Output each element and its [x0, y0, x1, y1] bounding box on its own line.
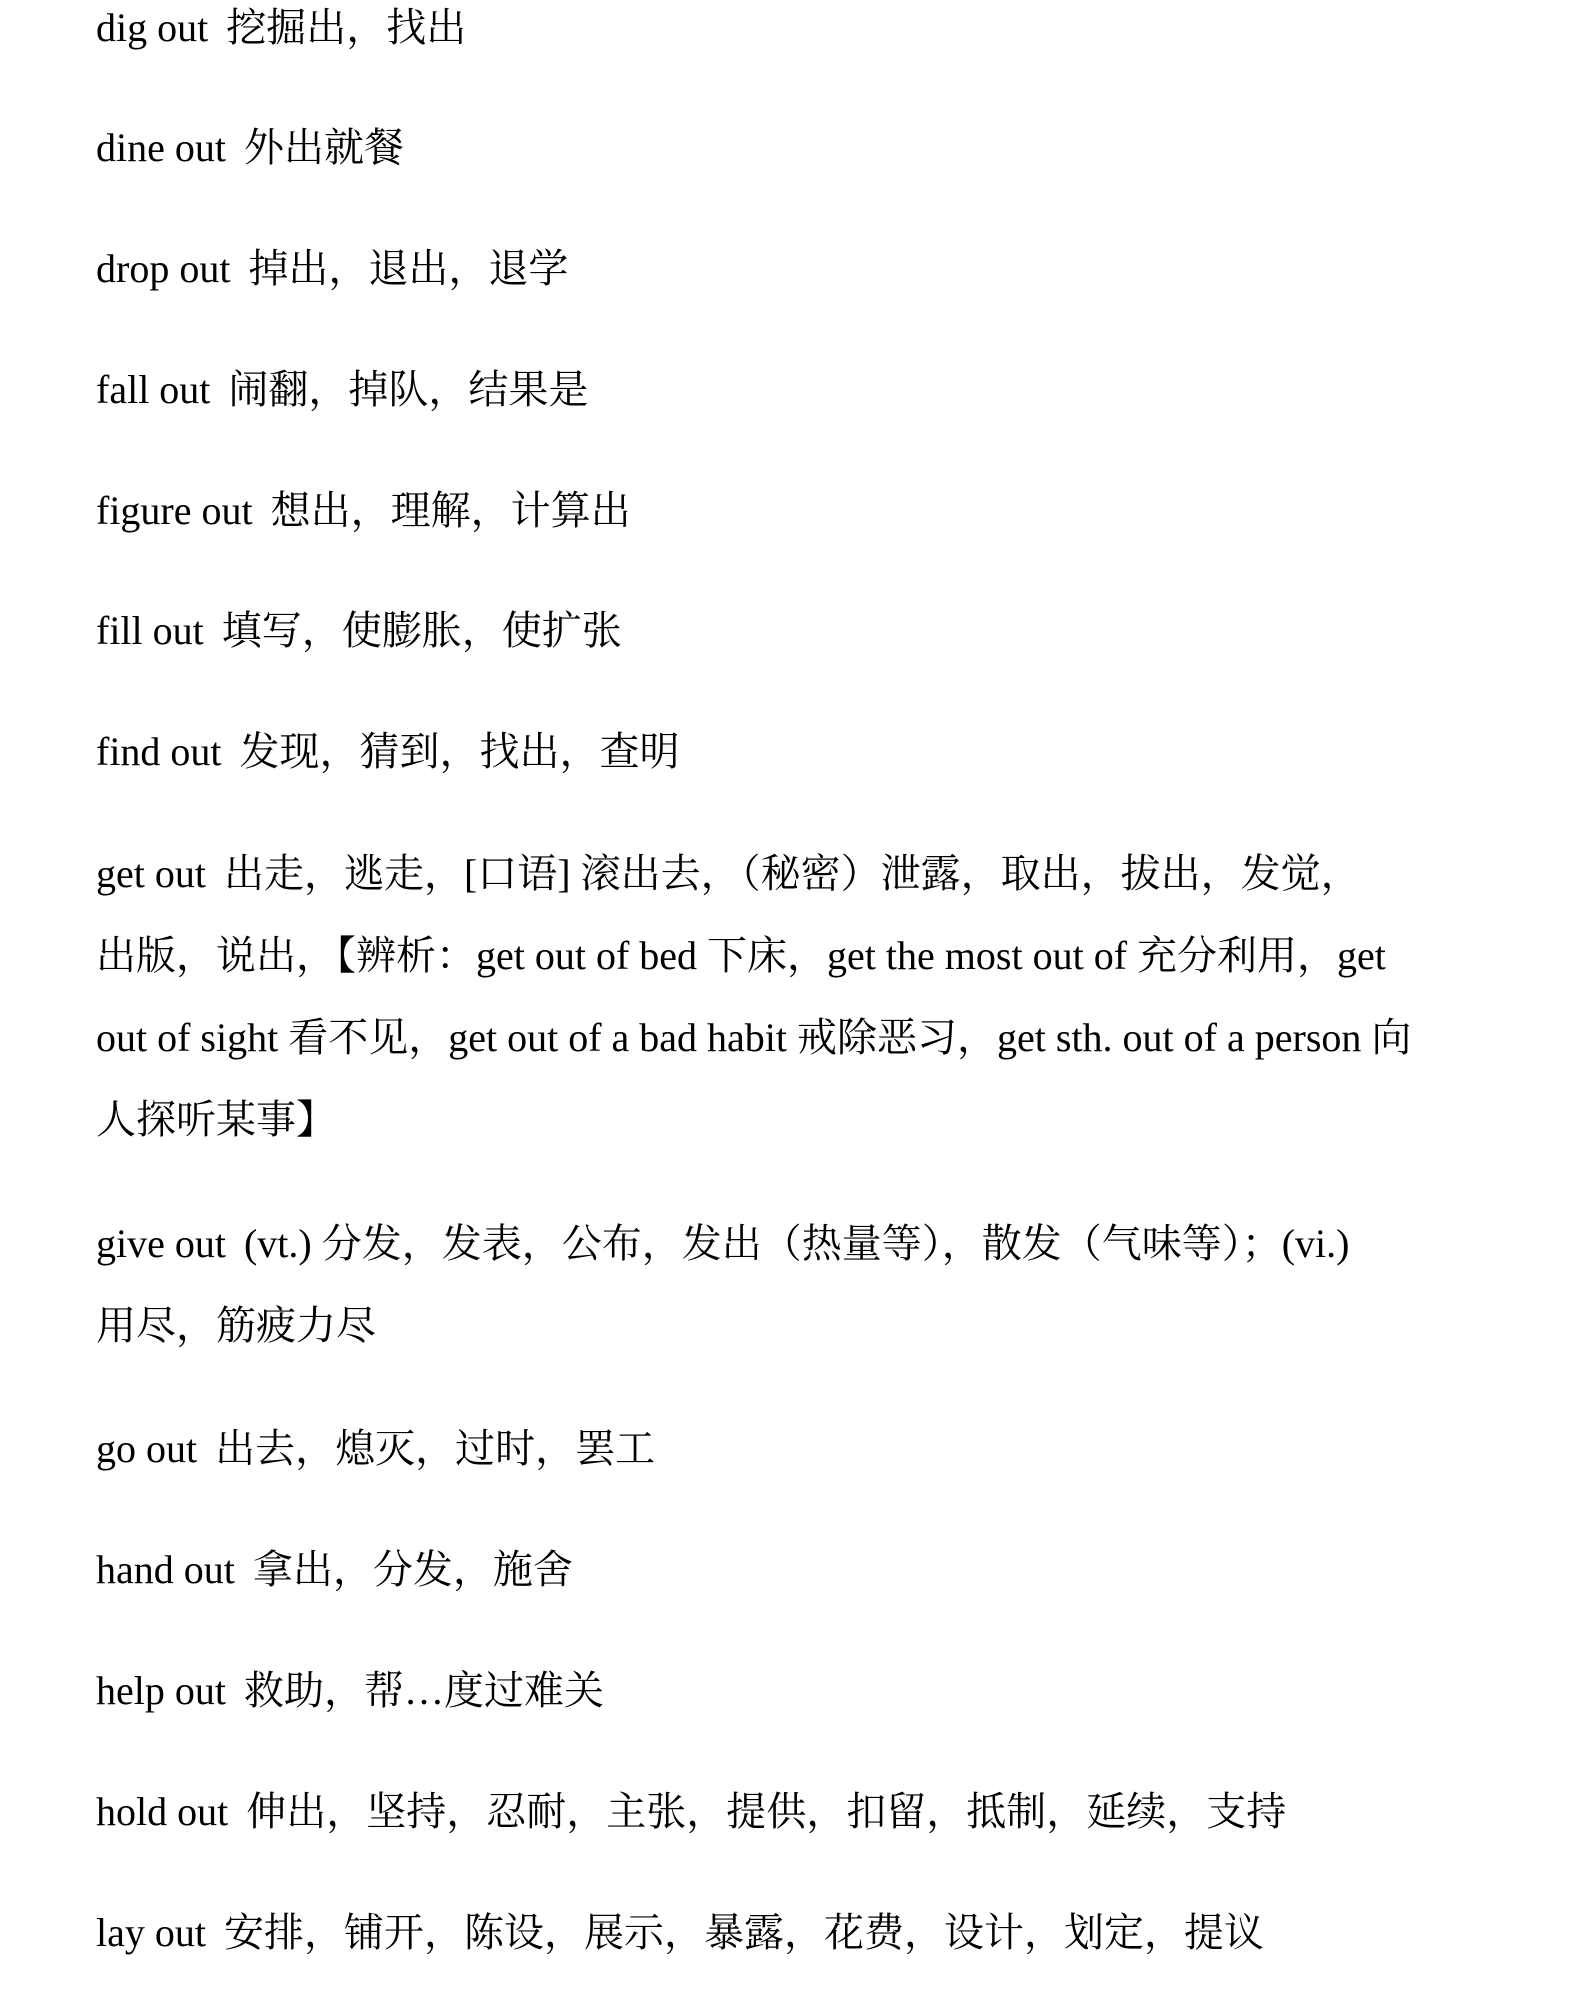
phrase: go out: [96, 1426, 198, 1471]
definition: (vt.) 分发，发表，公布，发出（热量等），散发（气味等）；(vi.): [243, 1221, 1350, 1266]
entry-line: [96, 488, 1506, 533]
definition: 出去，熄灭，过时，罢工: [215, 1426, 656, 1471]
definition: 闹翻，掉队，结果是: [228, 367, 589, 412]
definition: 出走，逃走，[口语] 滚出去，（秘密）泄露，取出，拔出，发觉，: [223, 851, 1361, 896]
entry-line: [96, 1221, 1506, 1266]
entry-line: out of sight 看不见，get out of a bad habit 戒除恶习，get sth. out of a person 向: [96, 1015, 1412, 1060]
entry-give-out: [96, 1221, 1506, 1348]
phrase: fill out: [96, 608, 204, 653]
entry-hold-out: [96, 1789, 1506, 1834]
entry-line: 用尽，筋疲力尽: [96, 1303, 376, 1348]
entry-line: [96, 1789, 1506, 1834]
entry-line: [96, 729, 1506, 774]
phrase: figure out: [96, 488, 253, 533]
entry-line: [96, 1547, 1506, 1592]
entry-lay-out: [96, 1910, 1506, 1955]
phrase: find out: [96, 729, 222, 774]
phrase: lay out: [96, 1910, 206, 1955]
definition: 拿出，分发，施舍: [252, 1547, 573, 1592]
entry-line: [96, 851, 1506, 896]
entry-dig-out: [96, 5, 1506, 50]
entry-line: 人探听某事】: [96, 1097, 336, 1142]
entry-line: [96, 246, 1506, 291]
entry-figure-out: [96, 488, 1506, 533]
definition: 伸出，坚持，忍耐，主张，提供，扣留，抵制，延续，支持: [246, 1789, 1287, 1834]
phrase: dine out: [96, 125, 226, 170]
entry-line: [96, 5, 1506, 50]
phrase: hold out: [96, 1789, 229, 1834]
entry-help-out: [96, 1668, 1506, 1713]
phrase: dig out: [96, 5, 209, 50]
definition: 安排，铺开，陈设，展示，暴露，花费，设计，划定，提议: [223, 1910, 1264, 1955]
entry-go-out: [96, 1426, 1506, 1471]
entry-drop-out: [96, 246, 1506, 291]
entry-line: [96, 1426, 1506, 1471]
entry-line: [96, 608, 1506, 653]
definition: 外出就餐: [243, 125, 404, 170]
definition: 挖掘出，找出: [226, 5, 467, 50]
phrase: get out: [96, 851, 206, 896]
entry-line: [96, 1668, 1506, 1713]
entry-find-out: [96, 729, 1506, 774]
entry-fill-out: [96, 608, 1506, 653]
entry-dine-out: [96, 125, 1506, 170]
phrase: help out: [96, 1668, 226, 1713]
phrase: hand out: [96, 1547, 235, 1592]
definition: 填写，使膨胀，使扩张: [221, 608, 622, 653]
entry-fall-out: [96, 367, 1506, 412]
entry-line: 出版，说出，【辨析：get out of bed 下床，get the most out of 充分利用，get: [96, 933, 1386, 978]
entry-line: [96, 125, 1506, 170]
phrase: give out: [96, 1221, 226, 1266]
definition: 救助，帮…度过难关: [243, 1668, 604, 1713]
definition: 想出，理解，计算出: [270, 488, 631, 533]
entry-get-out: [96, 851, 1506, 1142]
definition: 发现，猜到，找出，查明: [239, 729, 680, 774]
entry-line: [96, 1910, 1506, 1955]
entry-line: [96, 367, 1506, 412]
entry-hand-out: [96, 1547, 1506, 1592]
phrase: fall out: [96, 367, 211, 412]
phrase: drop out: [96, 246, 231, 291]
definition: 掉出，退出，退学: [248, 246, 569, 291]
